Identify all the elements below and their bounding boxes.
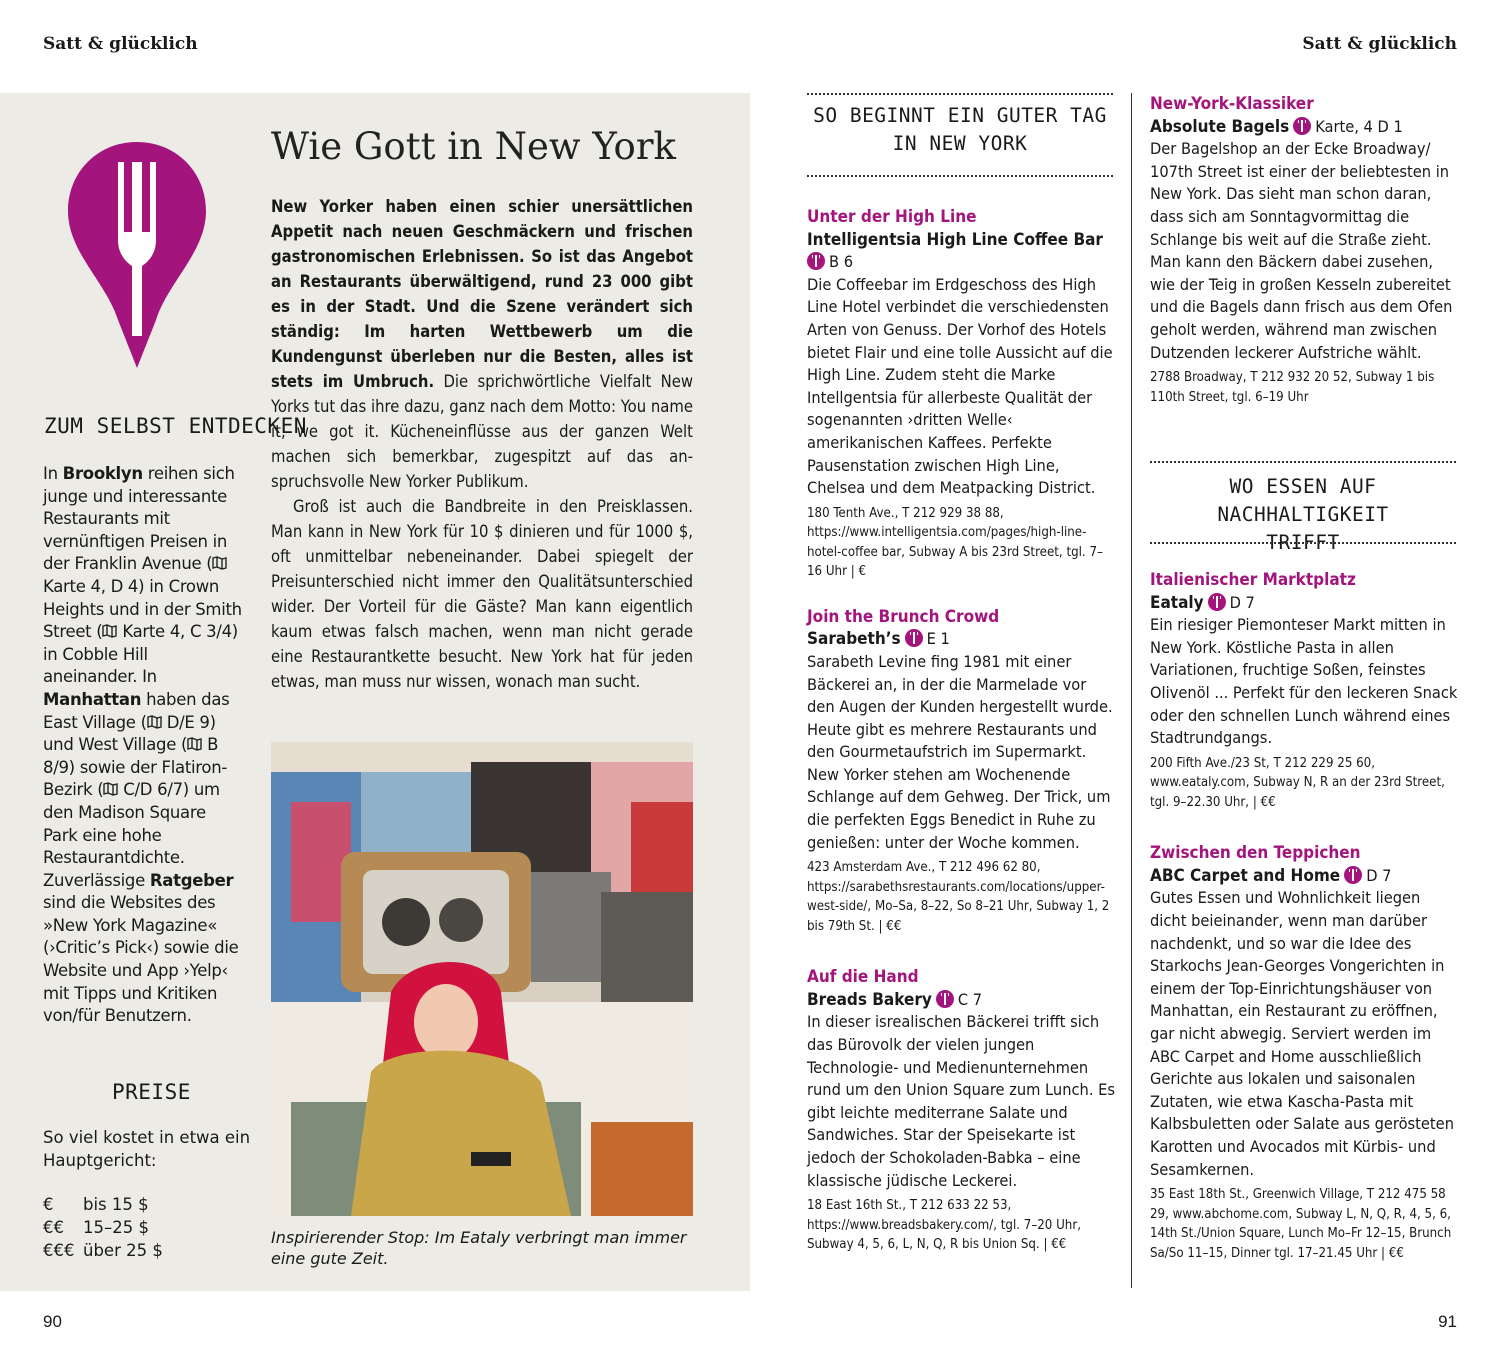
- box-heading-nachhaltigkeit: WO ESSEN AUF NACHHALTIGKEIT TRIFFT: [1217, 475, 1389, 554]
- map-icon: [103, 782, 118, 796]
- listing-info: 18 East 16th St., T 212 633 22 53, https://www.breadsbakery.com/, tgl. 7–20 Uhr, Subway 4, 5, 6, L, N, Q, R bis Union Sq. | €€: [807, 1198, 1081, 1253]
- listing-name: ABC Carpet and Home: [1150, 865, 1341, 886]
- listing-text: Gutes Essen und Wohnlichkeit liegen dicht beieinander, wenn man darüber nachdenkt, und so war die Idee des Starkochs Jean-Georges Vongerichten in einem der Top-Einrichtungshäuser von Manhattan, ein Restaurant zu eröffnen, gar nicht abwegig. Serviert werden im ABC Carpet and Home ausschließlich Gerichte aus lokalen und saisonalen Zutaten, wie etwa Kascha-Pasta mit Kalbsbuletten oder Salate aus gerösteten Karotten und Avocados mit Kürbis- und Sesamkernen.: [1150, 888, 1454, 1179]
- map-ref: B 6: [829, 252, 854, 272]
- sidebar-heading-entdecken: ZUM SELBST ENTDECKEN: [44, 414, 307, 438]
- dotted-rule: [1150, 542, 1456, 544]
- restaurant-photo: [271, 742, 693, 1216]
- box-heading-guter-tag: SO BEGINNT EIN GUTER TAG IN NEW YORK: [813, 104, 1107, 155]
- listing-category: Unter der High Line: [807, 207, 977, 227]
- restaurant-icon: [1293, 117, 1311, 135]
- restaurant-icon: [936, 990, 954, 1008]
- dotted-rule: [807, 175, 1113, 177]
- listing-name: Sarabeth’s: [807, 629, 901, 650]
- listing-category: New-York-Klassiker: [1150, 94, 1314, 114]
- map-ref: D 7: [1366, 865, 1392, 885]
- listing-name: Eataly: [1150, 592, 1204, 613]
- running-title-right: Satt & glücklich: [1302, 34, 1457, 54]
- listing-info: 423 Amsterdam Ave., T 212 496 62 80, https://sarabethsrestaurants.com/locations/upper-west-side/, Mo–Sa, 8–22, So 8–21 Uhr, Subway 1, 2 bis 79th St. | €€: [807, 860, 1110, 934]
- highlight-term: Manhattan: [43, 689, 142, 709]
- restaurant-icon: [807, 252, 825, 270]
- listing-info: 2788 Broadway, T 212 932 20 52, Subway 1 bis 110th Street, tgl. 6–19 Uhr: [1150, 370, 1435, 405]
- article-body: [271, 194, 693, 694]
- column-divider: [1131, 93, 1132, 1288]
- price-row: €€€ über 25 $: [43, 1241, 163, 1260]
- article-paragraph-2: Groß ist auch die Bandbreite in den Preisklassen. Man kann in New York für 10 $ dinieren und für 1000 $, oft unmittelbar nebeneinander. Dabei spiegelt der Preisunterschied nicht immer den Qualitätsunterschied wider. Der Vorteil für die Gäste? Man kann eigentlich kaum etwas falsch machen, wenn man nicht gerade eine Restaurantkette besucht. New York hat für jeden etwas, man muss nur wissen, wonach man sucht.: [271, 497, 693, 691]
- price-row: €€ 15–25 $: [43, 1218, 149, 1237]
- page-number-right: 91: [1438, 1312, 1457, 1331]
- lead-bold: New Yorker haben einen schier unersättlichen Appetit nach neuen Geschmäckern und frischen gastronomischen Erlebnissen. So ist das Angebot an Restaurants überwältigend, rund 23 000 gibt es in der Stadt. Und die Szene verändert sich ständig: Im harten Wettbewerb um die Kundengunst überleben nur die Besten, alles ist stets im Umbruch.: [271, 197, 693, 391]
- listing-info: 35 East 18th St., Greenwich Village, T 212 475 58 29, www.abchome.com, Subway L, N, Q, R, 4, 5, 6, 14th St./Union Square, Lunch Mo–Fr 12–15, Brunch Sa/So 11–15, Dinner tgl. 17–21.45 Uhr | €€: [1150, 1187, 1452, 1261]
- listing-entry: [807, 206, 1117, 582]
- listing-category: Join the Brunch Crowd: [807, 606, 1000, 627]
- running-title-left: Satt & glücklich: [43, 34, 198, 54]
- col2-top-entry: [1150, 93, 1460, 407]
- page-number-left: 90: [43, 1312, 62, 1331]
- highlight-term: Brooklyn: [62, 464, 143, 483]
- highlight-term: Ratgeber: [149, 870, 234, 890]
- listing-text: Der Bagelshop an der Ecke Broadway/ 107th Street ist einer der beliebtesten in New York. Das sieht man schon daran, dass sich am Sonntagvormittag die Schlange bis weit auf die Straße zieht. Man kann den Bäckern dabei zusehen, wie der Teig in großen Kesseln zubereitet und die Bagels dann frisch aus dem Ofen geholt werden, während man zwischen Dutzenden leckerer Aufstriche wählt.: [1150, 139, 1453, 362]
- map-icon: [147, 715, 162, 729]
- map-icon: [102, 624, 117, 638]
- fork-pin-icon: [66, 140, 208, 370]
- restaurant-icon: [1344, 866, 1362, 884]
- listing-entry: [1150, 842, 1460, 1263]
- map-icon: [187, 737, 202, 751]
- listing-category: Zwischen den Teppichen: [1150, 843, 1361, 864]
- map-ref: D 7: [1229, 592, 1255, 612]
- listing-category: Auf die Hand: [807, 967, 919, 988]
- listing-entry: [1150, 569, 1460, 812]
- listing-text: In dieser isrealischen Bäckerei trifft sich das Bürovolk der vielen jungen Technologie- und Medienunternehmen rund um den Union Square zum Lunch. Es gibt leichte mediterrane Salate und Sandwiches. Star der Speisekarte ist jedoch der Schokoladen-Babka – eine klassische jüdische Leckerei.: [807, 1012, 1116, 1190]
- dotted-rule: [807, 93, 1113, 95]
- price-row: € bis 15 $: [43, 1195, 149, 1214]
- lead-rest: Die sprichwörtliche Vielfalt New Yorks tut das ihre dazu, ganz nach dem Motto: You name it, we got it. Kücheneinflüsse aus der ganzen Welt machen sich bemerkbar, zugespitzt auf das anspruchsvolle New Yorker Publikum.: [271, 372, 693, 491]
- map-ref: E 1: [926, 629, 950, 649]
- sidebar-entdecken-text: In Brooklyn reihen sich junge und interessante Restaurants mit vernünftigen Preisen in der Franklin Avenue ( Karte 4, D 4) in Crown Heights und in der Smith Street ( Karte 4, C 3/4) in Cobble Hill aneinander. In Manhattan haben das East Village ( D/E 9) und West Village ( B 8/9) sowie der Flatiron-Bezirk ( C/D 6/7) um den Madison Square Park eine hohe Restaurantdichte. Zuverlässige Ratgeber sind die Websites des »New York Magazine« (›Critic’s Pick‹) sowie die Website und App ›Yelp‹ mit Tipps und Kritiken von/für Benutzern.: [43, 464, 242, 1026]
- photo-caption: Inspirierender Stop: Im Eataly verbringt man immer eine gute Zeit.: [271, 1228, 687, 1268]
- listing-entry: [807, 606, 1117, 937]
- listing-name: Breads Bakery: [807, 989, 932, 1010]
- dotted-rule: [1150, 461, 1456, 463]
- listing-text: Die Coffeebar im Erdgeschoss des High Line Hotel verbindet die verschiedensten Arten von Genuss. Der Vorhof des Hotels bietet Flair und eine tolle Aussicht auf die High Line. Zudem steht die Marke Intellgentsia für allerbeste Qualität der sogenannten ›dritten Welle‹ amerikanischen Kaffees. Perfekte Pausenstation zwischen High Line, Chelsea und dem Meatpacking District.: [807, 274, 1113, 498]
- listing-text: Sarabeth Levine fing 1981 mit einer Bäckerei an, in der die Marmelade vor den Augen der Kunden hergestellt wurde. Heute gibt es mehrere Restaurants und den Gourmetaufstrich im Supermarkt. New Yorker stehen am Wochenende Schlange auf dem Gehweg. Der Trick, um die perfekten Eggs Benedict in Ruhe zu genießen: unter der Woche kommen.: [807, 651, 1113, 852]
- article-title: Wie Gott in New York: [271, 125, 676, 168]
- restaurant-icon: [1208, 593, 1226, 611]
- sidebar-heading-preise: PREISE: [112, 1080, 191, 1104]
- col2-entries: [1150, 569, 1460, 1289]
- listing-category: Italienischer Marktplatz: [1150, 570, 1356, 590]
- restaurant-icon: [905, 629, 923, 647]
- listing-name: Intelligentsia High Line Coffee Bar: [807, 229, 1103, 250]
- listing-name: Absolute Bagels: [1150, 116, 1290, 137]
- listing-info: 180 Tenth Ave., T 212 929 38 88, https://www.intelligentsia.com/pages/high-line-hotel-coffee bar, Subway A bis 23rd Street, tgl. 7–16 Uhr | €: [807, 505, 1103, 580]
- map-icon: [212, 556, 227, 570]
- map-ref: C 7: [957, 989, 983, 1009]
- listing-entry: [807, 966, 1117, 1254]
- preise-intro: So viel kostet in etwa ein Hauptgericht:: [43, 1128, 251, 1170]
- col1-entries: [807, 206, 1117, 1281]
- map-ref: Karte, 4 D 1: [1315, 116, 1403, 136]
- listing-text: Ein riesiger Piemonteser Markt mitten in New York. Köstliche Pasta in allen Variationen, fruchtige Soßen, feinstes Olivenöl ... Perfekt für den leckeren Snack oder den schnellen Lunch während eines Stadtrundgangs.: [1150, 615, 1458, 748]
- listing-info: 200 Fifth Ave./23 St, T 212 229 25 60, www.eataly.com, Subway N, R an der 23rd Street, tgl. 9–22.30 Uhr, | €€: [1150, 755, 1445, 810]
